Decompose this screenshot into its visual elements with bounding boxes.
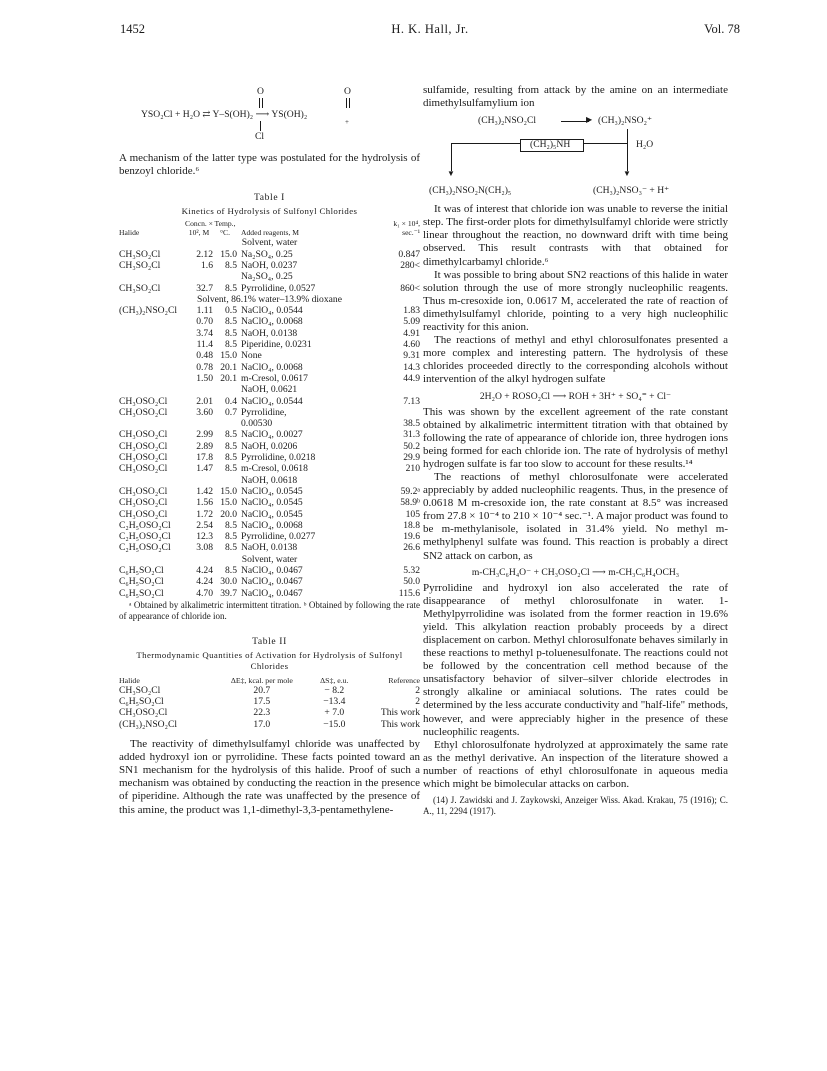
- table-section-row: [119, 554, 420, 565]
- table-cell: [185, 475, 213, 486]
- table-cell: 20.1: [220, 361, 237, 373]
- table-cell: This work: [380, 718, 420, 730]
- table-cell: 210: [405, 463, 420, 475]
- table-cell: m-Cresol, 0.0617: [241, 372, 308, 384]
- table-cell: 26.6: [403, 542, 420, 554]
- footnote: (14) J. Zawidski and J. Zaykowski, Anzeiger Wiss. Akad. Krakau, 75 (1916); C. A., 11, 2294 (1917).: [423, 795, 728, 817]
- table-cell: [384, 475, 420, 486]
- table-cell: CH₃OSO₂Cl: [119, 406, 168, 418]
- equation-hydrolysis-mechanism: [119, 84, 420, 146]
- table-footnote: ᵃ Obtained by alkalimetric intermittent titration. ᵇ Obtained by following the rate of appearance of chloride ion.: [119, 599, 420, 621]
- equation-line: YSO₂Cl + H₂O ⇄ Y–S(OH)₂ ⟶ YS(OH)₂: [141, 109, 308, 120]
- table-cell: 1.11: [196, 305, 213, 317]
- table-cell: [384, 384, 420, 395]
- table-cell: + 7.0: [324, 707, 345, 719]
- table-row: [119, 396, 420, 407]
- table-cell: [119, 384, 185, 395]
- table-cell: NaOH, 0.0138: [241, 327, 298, 339]
- reaction-scheme: [423, 113, 728, 199]
- table-cell: 19.6: [403, 531, 420, 543]
- paragraph: sulfamide, resulting from attack by the amine on an intermediate dimethylsulfamylium ion: [423, 84, 728, 110]
- table-row: [119, 384, 420, 395]
- column-header: Halide: [119, 227, 140, 237]
- table-row: [119, 588, 420, 599]
- column-header: Temp., °C.: [214, 219, 236, 237]
- scheme-product-acid: (CH₃)₂NSO₃⁻ + H⁺: [593, 185, 670, 197]
- table-row: [119, 520, 420, 531]
- table-cell: CH₃OSO₂Cl: [119, 508, 168, 520]
- table-cell: Pyrrolidine,: [241, 406, 287, 418]
- paragraph: A mechanism of the latter type was postulated for the hydrolysis of benzoyl chloride.⁶: [119, 152, 420, 178]
- table-cell: NaOH, 0.0621: [241, 384, 298, 396]
- arrow-head: ▶: [586, 115, 593, 125]
- double-bond-mark: [259, 98, 260, 108]
- table-row: [119, 305, 420, 316]
- table-cell: 15.0: [220, 497, 237, 509]
- table-cell: 8.5: [225, 440, 237, 452]
- table-row: [119, 576, 420, 587]
- table-cell: 29.9: [403, 452, 420, 464]
- table-row: [119, 271, 420, 282]
- table-cell: CH₃OSO₂Cl: [119, 395, 168, 407]
- table-row: [119, 542, 420, 553]
- table-cell: [119, 328, 185, 339]
- table-cell: 8.5: [225, 327, 237, 339]
- table-cell: 20.7: [253, 684, 271, 696]
- table-cell: 12.3: [196, 531, 213, 543]
- table-cell: 0.48: [196, 350, 213, 362]
- table-cell: Na₂SO₄, 0.25: [241, 248, 293, 260]
- right-column: [423, 84, 728, 826]
- table-cell: 8.5: [225, 564, 237, 576]
- section-heading: Solvent, water: [241, 553, 298, 565]
- table-cell: NaClO₄, 0.0467: [241, 576, 303, 588]
- table-cell: 2.99: [196, 429, 213, 441]
- section-heading: Solvent, 86.1% water–13.9% dioxane: [197, 293, 342, 305]
- table-cell: 39.7: [220, 587, 237, 599]
- table-cell: [119, 316, 185, 327]
- table-cell: 105: [405, 508, 420, 520]
- table-cell: 17.8: [196, 452, 213, 464]
- paragraph: Pyrrolidine and hydroxyl ion also accelerated the rate of disappearance of methyl chlorosulfonate in water. 1-Methylpyrrolidine was isolated from the former reaction in 19.6% yield. This alkylation reaction probably proceeds by a direct displacement on carbon. Methyl chlorosulfonate behaves similarly in these reactions to methyl p-toluenesulfonate. The reactions could not be followed by the concentration cell method because of the unsatisfactory behavior of silver–silver chloride electrodes in strongly alkaline or aminiacal solutions. The rates could be determined by the less accurate conductivity and "half-life" methods, however, and were appreciably higher in the presence of these nucleophilic reagents.: [423, 581, 728, 738]
- table-cell: 11.4: [196, 339, 213, 351]
- paragraph: The reactions of methyl and ethyl chlorosulfonates presented a more complex and interesting pattern. The hydrolysis of these chlorides proceeded directly to the corresponding alcohols without intervention of the alkyl hydrogen sulfate: [423, 334, 728, 386]
- table-cell: 0.7: [225, 406, 237, 418]
- table-cell: 17.0: [253, 718, 271, 730]
- table-cell: 22.3: [253, 707, 271, 719]
- table-cell: 38.5: [403, 418, 420, 430]
- arrow-head: ▼: [623, 169, 631, 179]
- table-cell: CH₃OSO₂Cl: [119, 463, 168, 475]
- column-header: ΔE‡, kcal. per mole: [230, 675, 293, 685]
- table-cell: m-Cresol, 0.0618: [241, 463, 308, 475]
- table-row: [119, 283, 420, 294]
- table-cell: NaOH, 0.0237: [241, 259, 298, 271]
- table-cell: 4.24: [196, 576, 213, 588]
- table-cell: [119, 350, 185, 361]
- table-cell: 2: [415, 684, 420, 696]
- table-cell: NaClO₄, 0.0068: [241, 361, 303, 373]
- table-cell: 3.74: [196, 327, 213, 339]
- table-cell: 4.60: [403, 339, 420, 351]
- table-row: [119, 260, 420, 271]
- table-row: [119, 497, 420, 508]
- table-cell: 0.5: [225, 305, 237, 317]
- table-cell: CH₃OSO₂Cl: [119, 440, 168, 452]
- left-column: [119, 84, 420, 817]
- equation-chlorine: Cl: [255, 131, 265, 142]
- table-cell: CH₃SO₂Cl: [119, 282, 161, 294]
- table-row: [119, 362, 420, 373]
- equation-plus: +: [345, 118, 349, 126]
- table-cell: 5.09: [403, 316, 420, 328]
- table-row: [119, 407, 420, 418]
- table-cell: 860<: [400, 282, 420, 294]
- table-cell: 8.5: [225, 519, 237, 531]
- table-cell: 20.0: [220, 508, 237, 520]
- table-cell: NaClO₄, 0.0545: [241, 508, 303, 520]
- table-cell: 1.47: [196, 463, 213, 475]
- table-row: [119, 685, 420, 696]
- table-cell: [384, 271, 420, 282]
- scheme-product-sulfamide: (CH₃)₂NSO₂N(CH₂)₅: [429, 185, 512, 197]
- table-cell: CH₃OSO₂Cl: [119, 452, 168, 464]
- table-cell: Pyrrolidine, 0.0218: [241, 452, 316, 464]
- table-cell: 15.0: [220, 485, 237, 497]
- double-bond-mark: [346, 98, 347, 108]
- table-row: [119, 565, 420, 576]
- table-cell: 8.5: [225, 542, 237, 554]
- table-section-row: [119, 237, 420, 248]
- table-cell: 50.0: [403, 576, 420, 588]
- table-cell: 50.2: [403, 440, 420, 452]
- thermo-table: [119, 676, 420, 730]
- table-cell: 31.3: [403, 429, 420, 441]
- table-title: Kinetics of Hydrolysis of Sulfonyl Chlorides: [181, 206, 358, 217]
- table-cell: [213, 271, 241, 282]
- table-row: [119, 418, 420, 429]
- table-cell: 115.6: [398, 587, 420, 599]
- table-cell: −13.4: [323, 696, 346, 708]
- table-cell: [185, 418, 213, 429]
- equation-oxygen-1: O: [257, 86, 264, 97]
- table-cell: 1.72: [196, 508, 213, 520]
- table-cell: NaClO₄, 0.0544: [241, 395, 303, 407]
- equation: m-CH₃C₆H₄O⁻ + CH₃OSO₂Cl ⟶ m-CH₃C₆H₄OCH₃: [471, 566, 680, 578]
- table-cell: None: [241, 350, 262, 362]
- column-header: k₁ × 10⁴, sec.⁻¹: [393, 219, 420, 237]
- table-row: [119, 707, 420, 718]
- table-cell: [119, 362, 185, 373]
- double-bond-mark: [349, 98, 350, 108]
- paragraph: Ethyl chlorosulfonate hydrolyzed at approximately the same rate as the methyl derivative. An inspection of the literature showed a number of reactions of ethyl chlorosulfonate in aqueous media which might be bimolecular attacks on carbon.: [423, 738, 728, 791]
- table-cell: 58.9ᵇ: [400, 497, 420, 509]
- table-cell: 2: [415, 696, 420, 708]
- table-header-row: [119, 676, 420, 685]
- column-header: Halide: [119, 675, 140, 685]
- table-row: [119, 373, 420, 384]
- column-header: Reference: [388, 675, 420, 685]
- table-label: Table I: [254, 192, 285, 204]
- equation: 2H₂O + ROSO₂Cl ⟶ ROH + 3H⁺ + SO₄⁼ + Cl⁻: [479, 390, 672, 402]
- table-cell: 2.54: [196, 519, 213, 531]
- table-cell: NaClO₄, 0.0545: [241, 497, 303, 509]
- table-row: [119, 719, 420, 730]
- table-cell: CH₃OSO₂Cl: [119, 485, 168, 497]
- table-title: Thermodynamic Quantities of Activation for Hydrolysis of Sulfonyl Chlorides: [136, 649, 403, 671]
- table-cell: CH₃SO₂Cl: [119, 259, 161, 271]
- table-cell: Pyrrolidine, 0.0527: [241, 282, 316, 294]
- table-section-row: [119, 294, 420, 305]
- scheme-reactant: (CH₃)₂NSO₂Cl: [478, 115, 537, 127]
- table-cell: NaClO₄, 0.0027: [241, 429, 303, 441]
- double-bond-mark: [262, 98, 263, 108]
- table-cell: 30.0: [220, 576, 237, 588]
- branch-line: [451, 143, 452, 171]
- table-cell: 15.0: [220, 350, 237, 362]
- table-row: [119, 350, 420, 361]
- paragraph: It was of interest that chloride ion was unable to reverse the initial step. The first-order plots for dimethylsulfamyl chloride were strictly linear throughout the reaction, no downward drift with time being observed. This result contrasts with that obtained for dimethylcarbamyl chloride.⁶: [423, 203, 728, 268]
- table-cell: 15.0: [220, 248, 237, 260]
- branch-line: [627, 129, 628, 171]
- paragraph: The reactivity of dimethylsulfamyl chloride was unaffected by added hydroxyl ion or pyrrolidine. These facts pointed toward an SN1 mechanism for the hydrolysis of this halide. Proof of such a mechanism was obtained by conducting the reaction in the presence of piperidine. Although the rate was unaffected by the presence of this amine, the product was 1,1-dimethyl-3,3-pentamethylene-: [119, 738, 420, 816]
- page-header: [120, 22, 740, 38]
- table-row: [119, 339, 420, 350]
- table-cell: NaClO₄, 0.0068: [241, 519, 303, 531]
- table-cell: 0.00530: [241, 418, 273, 430]
- scheme-reagent-piperidine: (CH₂)₅NH: [530, 139, 571, 151]
- table-cell: 2.01: [196, 395, 213, 407]
- table-cell: 2.89: [196, 440, 213, 452]
- table-cell: (CH₃)₂NSO₂Cl: [119, 305, 178, 317]
- equation-oxygen-2: O: [344, 86, 351, 97]
- table-cell: 3.60: [196, 406, 213, 418]
- table-label: Table II: [252, 635, 287, 647]
- table-cell: NaClO₄, 0.0544: [241, 305, 303, 317]
- table-cell: NaClO₄, 0.0545: [241, 485, 303, 497]
- table-cell: NaOH, 0.0618: [241, 474, 298, 486]
- arrow-head: ▼: [447, 169, 455, 179]
- paragraph: The reactions of methyl chlorosulfonate were accelerated appreciably by added nucleophilic reagents. Thus, in the presence of 0.0618 M m-cresoxide ion, the rate constant at 8.5° was increased from 27.8 × 10⁻⁴ to 210 × 10⁻⁴ sec.⁻¹. A major product was found to be m-methylanisole, isolated in 31.4% yield. No methyl m-methylphenyl sulfate was found. This reaction is probably a direct SN2 attack on carbon, as: [423, 470, 728, 562]
- table-cell: [119, 373, 185, 384]
- column-header: Added reagents, M: [241, 227, 299, 237]
- table-cell: CH₃OSO₂Cl: [119, 497, 168, 509]
- table-cell: (CH₃)₂NSO₂Cl: [119, 718, 178, 730]
- table-row: [119, 441, 420, 452]
- scheme-ion: (CH₃)₂NSO₂⁺: [598, 115, 653, 127]
- table-row: [119, 696, 420, 707]
- table-cell: NaClO₄, 0.0068: [241, 316, 303, 328]
- column-header: Concn. × 10², M: [185, 219, 213, 237]
- table-cell: 8.5: [225, 282, 237, 294]
- table-row: [119, 249, 420, 260]
- arrow-shaft: [561, 121, 589, 122]
- table-row: [119, 509, 420, 520]
- table-cell: 3.08: [196, 542, 213, 554]
- table-cell: 4.70: [196, 587, 213, 599]
- table-cell: 1.83: [403, 305, 420, 317]
- table-cell: C₆H₅SO₂Cl: [119, 576, 164, 588]
- table-row: [119, 463, 420, 474]
- table-cell: CH₃OSO₂Cl: [119, 429, 168, 441]
- table-cell: 0.78: [196, 361, 213, 373]
- table-cell: [119, 475, 185, 486]
- paragraph: It was possible to bring about SN2 reactions of this halide in water solution through the use of more strongly nucleophilic reagents. Thus m-cresoxide ion, 0.0617 M, accelerated the rate of reaction of dimethylsulfamyl chloride, pointing to a very high nucleophilic reactivity for this anion.: [423, 268, 728, 334]
- table-cell: NaClO₄, 0.0467: [241, 564, 303, 576]
- table-cell: 4.91: [403, 327, 420, 339]
- table-cell: NaOH, 0.0138: [241, 542, 298, 554]
- table-cell: [119, 418, 185, 429]
- table-row: [119, 429, 420, 440]
- table-cell: 8.5: [225, 339, 237, 351]
- table-cell: C₆H₅SO₂Cl: [119, 696, 164, 708]
- table-row: [119, 328, 420, 339]
- paragraph: This was shown by the excellent agreement of the rate constant obtained by alkalimetric intermittent titration with that obtained by following the rate of appearance of chloride ion, three hydrogen ions being formed for each chloride ion. The rate of hydrolysis of methyl hydrogen sulfate is far too slow to account for these results.¹⁴: [423, 405, 728, 470]
- table-cell: [119, 271, 185, 282]
- table-cell: [119, 339, 185, 350]
- table-cell: 8.5: [225, 316, 237, 328]
- table-2: [119, 636, 420, 730]
- kinetics-table: [119, 220, 420, 599]
- table-cell: 1.42: [196, 485, 213, 497]
- table-header-row: [119, 220, 420, 237]
- table-cell: [213, 418, 241, 429]
- table-cell: 44.9: [403, 372, 420, 384]
- section-heading: Solvent, water: [241, 237, 298, 249]
- table-row: [119, 531, 420, 542]
- table-row: [119, 486, 420, 497]
- table-cell: [213, 475, 241, 486]
- running-author: H. K. Hall, Jr.: [391, 22, 469, 36]
- table-cell: NaClO₄, 0.0467: [241, 587, 303, 599]
- table-cell: C₂H₅OSO₂Cl: [119, 531, 171, 543]
- table-cell: 7.13: [403, 395, 420, 407]
- table-cell: C₂H₅OSO₂Cl: [119, 519, 171, 531]
- table-cell: C₂H₅OSO₂Cl: [119, 542, 171, 554]
- table-cell: NaOH, 0.0206: [241, 440, 298, 452]
- table-cell: 2.12: [196, 248, 213, 260]
- table-cell: This work: [380, 707, 420, 719]
- table-cell: 8.5: [225, 259, 237, 271]
- table-cell: 8.5: [225, 531, 237, 543]
- table-cell: 17.5: [253, 696, 271, 708]
- table-cell: [185, 384, 213, 395]
- table-cell: 14.3: [403, 361, 420, 373]
- table-cell: 0.70: [196, 316, 213, 328]
- table-cell: C₆H₅SO₂Cl: [119, 587, 164, 599]
- table-cell: 8.5: [225, 452, 237, 464]
- table-cell: [384, 407, 420, 418]
- bond-mark: [260, 121, 261, 131]
- scheme-reagent-water: H₂O: [636, 139, 654, 151]
- table-cell: 20.1: [220, 372, 237, 384]
- table-cell: 18.8: [403, 519, 420, 531]
- table-cell: 0.4: [225, 395, 237, 407]
- table-cell: CH₃OSO₂Cl: [119, 707, 168, 719]
- table-cell: CH₃SO₂Cl: [119, 684, 161, 696]
- table-cell: 4.24: [196, 564, 213, 576]
- table-row: [119, 316, 420, 327]
- table-cell: 8.5: [225, 463, 237, 475]
- table-cell: Pyrrolidine, 0.0277: [241, 531, 316, 543]
- volume-label: Vol. 78: [704, 22, 740, 36]
- table-cell: −15.0: [323, 718, 346, 730]
- table-cell: [213, 384, 241, 395]
- table-cell: 1.50: [196, 372, 213, 384]
- table-cell: C₆H₅SO₂Cl: [119, 564, 164, 576]
- table-cell: 1.56: [196, 497, 213, 509]
- table-cell: [185, 271, 213, 282]
- table-cell: − 8.2: [324, 684, 345, 696]
- table-row: [119, 475, 420, 486]
- table-row: [119, 452, 420, 463]
- table-cell: 59.2ᵃ: [400, 485, 420, 497]
- table-cell: CH₃SO₂Cl: [119, 248, 161, 260]
- table-cell: 1.6: [201, 259, 213, 271]
- table-cell: 5.32: [403, 564, 420, 576]
- column-header: ΔS‡, e.u.: [320, 675, 349, 685]
- page-number: 1452: [120, 22, 145, 36]
- table-cell: Na₂SO₄, 0.25: [241, 271, 293, 283]
- table-1: [119, 192, 420, 622]
- table-cell: Piperidine, 0.0231: [241, 339, 312, 351]
- table-cell: 0.847: [398, 248, 420, 260]
- table-cell: 280<: [400, 259, 420, 271]
- table-cell: 32.7: [196, 282, 213, 294]
- table-cell: 8.5: [225, 429, 237, 441]
- table-cell: 9.31: [403, 350, 420, 362]
